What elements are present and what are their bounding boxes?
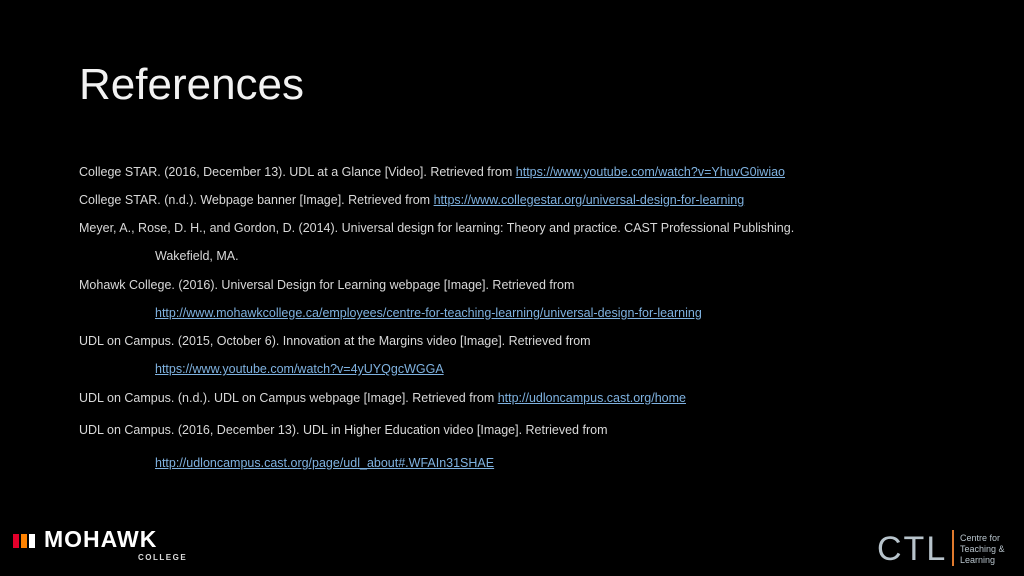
reference-text: UDL on Campus. (2015, October 6). Innovation at the Margins video [Image]. Retrieved from (79, 334, 591, 348)
mohawk-college-logo (13, 528, 203, 568)
reference-item (79, 333, 591, 349)
mohawk-wordmark: MOHAWK (44, 526, 158, 552)
mohawk-bars-icon (13, 534, 39, 548)
reference-text: UDL on Campus. (n.d.). UDL on Campus webpage [Image]. Retrieved from (79, 391, 498, 405)
reference-text: Meyer, A., Rose, D. H., and Gordon, D. (2014). Universal design for learning: Theory and practice. CAST Professional Publishing. (79, 221, 795, 235)
reference-text: UDL on Campus. (2016, December 13). UDL in Higher Education video [Image]. Retrieved from (79, 423, 608, 437)
reference-text: Wakefield, MA. (155, 249, 239, 263)
reference-item-continuation (155, 248, 239, 264)
reference-item (79, 192, 744, 208)
page-title: References (79, 60, 305, 109)
ctl-subtitle: Centre for Teaching & Learning (960, 533, 1005, 565)
reference-item (79, 220, 794, 236)
reference-text: College STAR. (n.d.). Webpage banner [Image]. Retrieved from (79, 193, 434, 207)
reference-link[interactable]: http://www.mohawkcollege.ca/employees/centre-for-teaching-learning/universal-design-for-learning (155, 306, 702, 320)
reference-item (79, 277, 574, 293)
reference-link[interactable]: http://udloncampus.cast.org/home (497, 391, 687, 405)
reference-text: College STAR. (2016, December 13). UDL at a Glance [Video]. Retrieved from (79, 165, 516, 179)
reference-item (79, 422, 608, 438)
reference-link[interactable]: https://www.collegestar.org/universal-design-for-learning (433, 193, 745, 207)
reference-link[interactable]: http://udloncampus.cast.org/page/udl_about#.WFAIn31SHAE (155, 456, 495, 470)
reference-item (79, 164, 785, 180)
ctl-wordmark: CTL (877, 530, 948, 568)
ctl-logo (877, 528, 1017, 570)
mohawk-subtitle: COLLEGE (138, 553, 188, 562)
reference-text: Mohawk College. (2016). Universal Design for Learning webpage [Image]. Retrieved from (79, 278, 575, 292)
reference-link[interactable]: https://www.youtube.com/watch?v=YhuvG0iwiao (515, 165, 786, 179)
reference-item-continuation (155, 305, 702, 321)
reference-link[interactable]: https://www.youtube.com/watch?v=4yUYQgcWGGA (155, 362, 444, 376)
reference-item (79, 390, 686, 406)
reference-item-continuation (155, 455, 494, 471)
reference-item-continuation (155, 361, 444, 377)
ctl-divider (952, 530, 954, 566)
